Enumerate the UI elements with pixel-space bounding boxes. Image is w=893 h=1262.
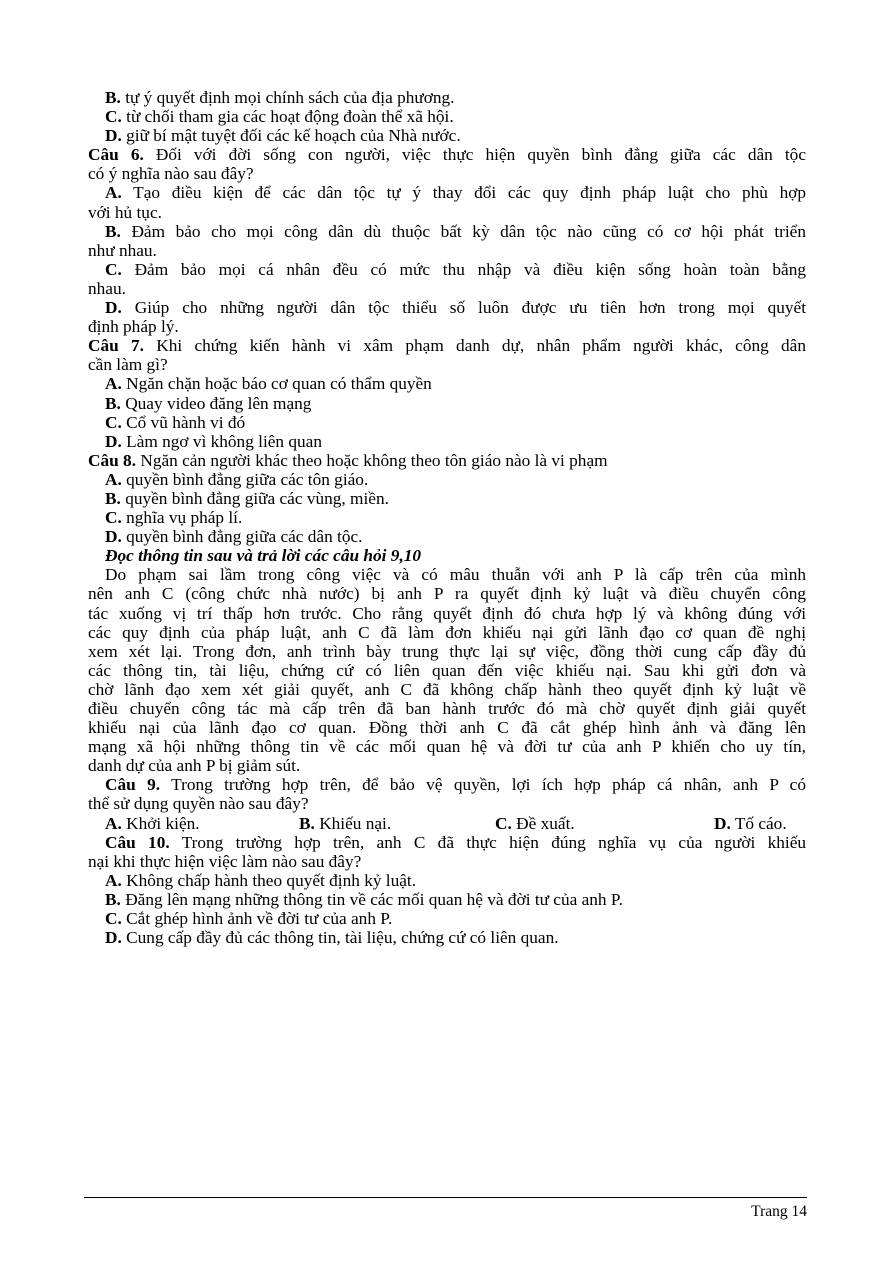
option-q5-b: B. tự ý quyết định mọi chính sách của địa phương. xyxy=(105,88,455,107)
passage-line: nên anh C (công chức nhà nước) bị anh P ra quyết định kỷ luật và điều chuyển công xyxy=(88,584,806,604)
option-q7-b: B. Quay video đăng lên mạng xyxy=(105,393,312,413)
option-q8-b: B. quyền bình đẳng giữa các vùng, miền. xyxy=(105,488,389,508)
option-q6-a-cont: với hủ tục. xyxy=(88,202,162,222)
passage-heading: Đọc thông tin sau và trả lời các câu hỏi 9,10 xyxy=(105,546,422,566)
option-q7-d: D. Làm ngơ vì không liên quan xyxy=(105,431,322,451)
option-q10-d: D. Cung cấp đầy đủ các thông tin, tài liệu, chứng cứ có liên quan. xyxy=(105,928,559,948)
option-q6-c-cont: nhau. xyxy=(88,278,126,298)
option-q7-c: C. Cổ vũ hành vi đó xyxy=(105,412,246,432)
option-q9-b: B. Khiếu nại. xyxy=(299,813,392,833)
passage-line: điều chuyển công tác mà cấp trên đã ban hành trước đó mà chờ quyết định giải quyết xyxy=(88,699,806,718)
question-8-stem: Câu 8. Ngăn cản người khác theo hoặc không theo tôn giáo nào là vi phạm xyxy=(88,450,608,470)
footer-divider xyxy=(84,1197,807,1198)
option-q5-d: D. giữ bí mật tuyệt đối các kế hoạch của Nhà nước. xyxy=(105,126,461,146)
passage-line: danh dự của anh P bị giảm sút. xyxy=(88,756,301,776)
question-6-stem: Câu 6. Đối với đời sống con người, việc thực hiện quyền bình đẳng giữa các dân tộc xyxy=(88,145,806,165)
question-10-stem-cont: nại khi thực hiện việc làm nào sau đây? xyxy=(88,851,362,871)
page-number: Trang 14 xyxy=(751,1203,807,1220)
option-q6-d: D. Giúp cho những người dân tộc thiểu số luôn được ưu tiên hơn trong mọi quyết xyxy=(105,298,807,318)
option-q8-c: C. nghĩa vụ pháp lí. xyxy=(105,508,243,528)
option-q10-b: B. Đăng lên mạng những thông tin về các mối quan hệ và đời tư của anh P. xyxy=(105,889,623,909)
option-q6-c: C. Đảm bảo mọi cá nhân đều có mức thu nhập và điều kiện sống hoàn toàn bằng xyxy=(105,259,806,279)
option-q5-c: C. từ chối tham gia các hoạt động đoàn thể xã hội. xyxy=(105,107,454,127)
option-q6-b-cont: như nhau. xyxy=(88,240,157,260)
option-q6-d-cont: định pháp lý. xyxy=(88,317,179,337)
passage-line: chờ lãnh đạo xem xét giải quyết, anh C đã không chấp hành theo quyết định kỷ luật về xyxy=(88,679,806,699)
passage-line: mạng xã hội những thông tin về các mối quan hệ và đời tư của anh P khiến cho uy tín, xyxy=(88,737,806,757)
option-q9-a: A. Khởi kiện. xyxy=(105,813,200,833)
option-q7-a: A. Ngăn chặn hoặc báo cơ quan có thẩm quyền xyxy=(105,374,432,394)
question-7-stem: Câu 7. Khi chứng kiến hành vi xâm phạm danh dự, nhân phẩm người khác, công dân xyxy=(88,336,806,356)
question-10-stem: Câu 10. Trong trường hợp trên, anh C đã thực hiện đúng nghĩa vụ của người khiếu xyxy=(105,832,807,852)
question-6-stem-cont: có ý nghĩa nào sau đây? xyxy=(88,164,254,184)
passage-line: các quy định của pháp luật, anh C đã làm đơn khiếu nại gửi lãnh đạo cơ quan đề nghị xyxy=(88,622,806,642)
passage-line: khiếu nại của lãnh đạo cơ quan. Đồng thời anh C đã cắt ghép hình ảnh và đăng lên xyxy=(88,718,806,738)
option-q6-b: B. Đảm bảo cho mọi công dân dù thuộc bất kỳ dân tộc nào cũng có cơ hội phát triển xyxy=(105,221,806,241)
option-q6-a: A. Tạo điều kiện để các dân tộc tự ý thay đổi các quy định pháp luật cho phù hợp xyxy=(105,183,806,203)
option-q9-c: C. Đề xuất. xyxy=(495,813,575,833)
question-7-stem-cont: cần làm gì? xyxy=(88,355,168,375)
page-content xyxy=(88,88,806,947)
option-q9-d: D. Tố cáo. xyxy=(714,813,787,833)
passage-line: tác xuống vị trí thấp hơn trước. Cho rằng quyết định đó chưa hợp lý và không đúng với xyxy=(88,603,806,623)
option-q10-a: A. Không chấp hành theo quyết định kỷ luật. xyxy=(105,870,417,890)
passage-line: xem xét lại. Trong đơn, anh trình bày trung thực lại sự việc, đồng thời cung cấp đầy đủ xyxy=(88,641,806,661)
passage-line: Do phạm sai lầm trong công việc và có mâu thuẫn với anh P là cấp trên của mình xyxy=(105,565,806,585)
options-q9 xyxy=(88,814,806,833)
passage-line: các thông tin, tài liệu, chứng cứ có liên quan đến việc khiếu nại. Sau khi gửi đơn và xyxy=(88,660,806,680)
question-9-stem: Câu 9. Trong trường hợp trên, để bảo vệ quyền, lợi ích hợp pháp cá nhân, anh P có xyxy=(105,775,806,795)
option-q10-c: C. Cắt ghép hình ảnh về đời tư của anh P. xyxy=(105,909,393,929)
question-9-stem-cont: thể sử dụng quyền nào sau đây? xyxy=(88,794,309,814)
option-q8-d: D. quyền bình đẳng giữa các dân tộc. xyxy=(105,527,363,547)
option-q8-a: A. quyền bình đẳng giữa các tôn giáo. xyxy=(105,469,369,489)
